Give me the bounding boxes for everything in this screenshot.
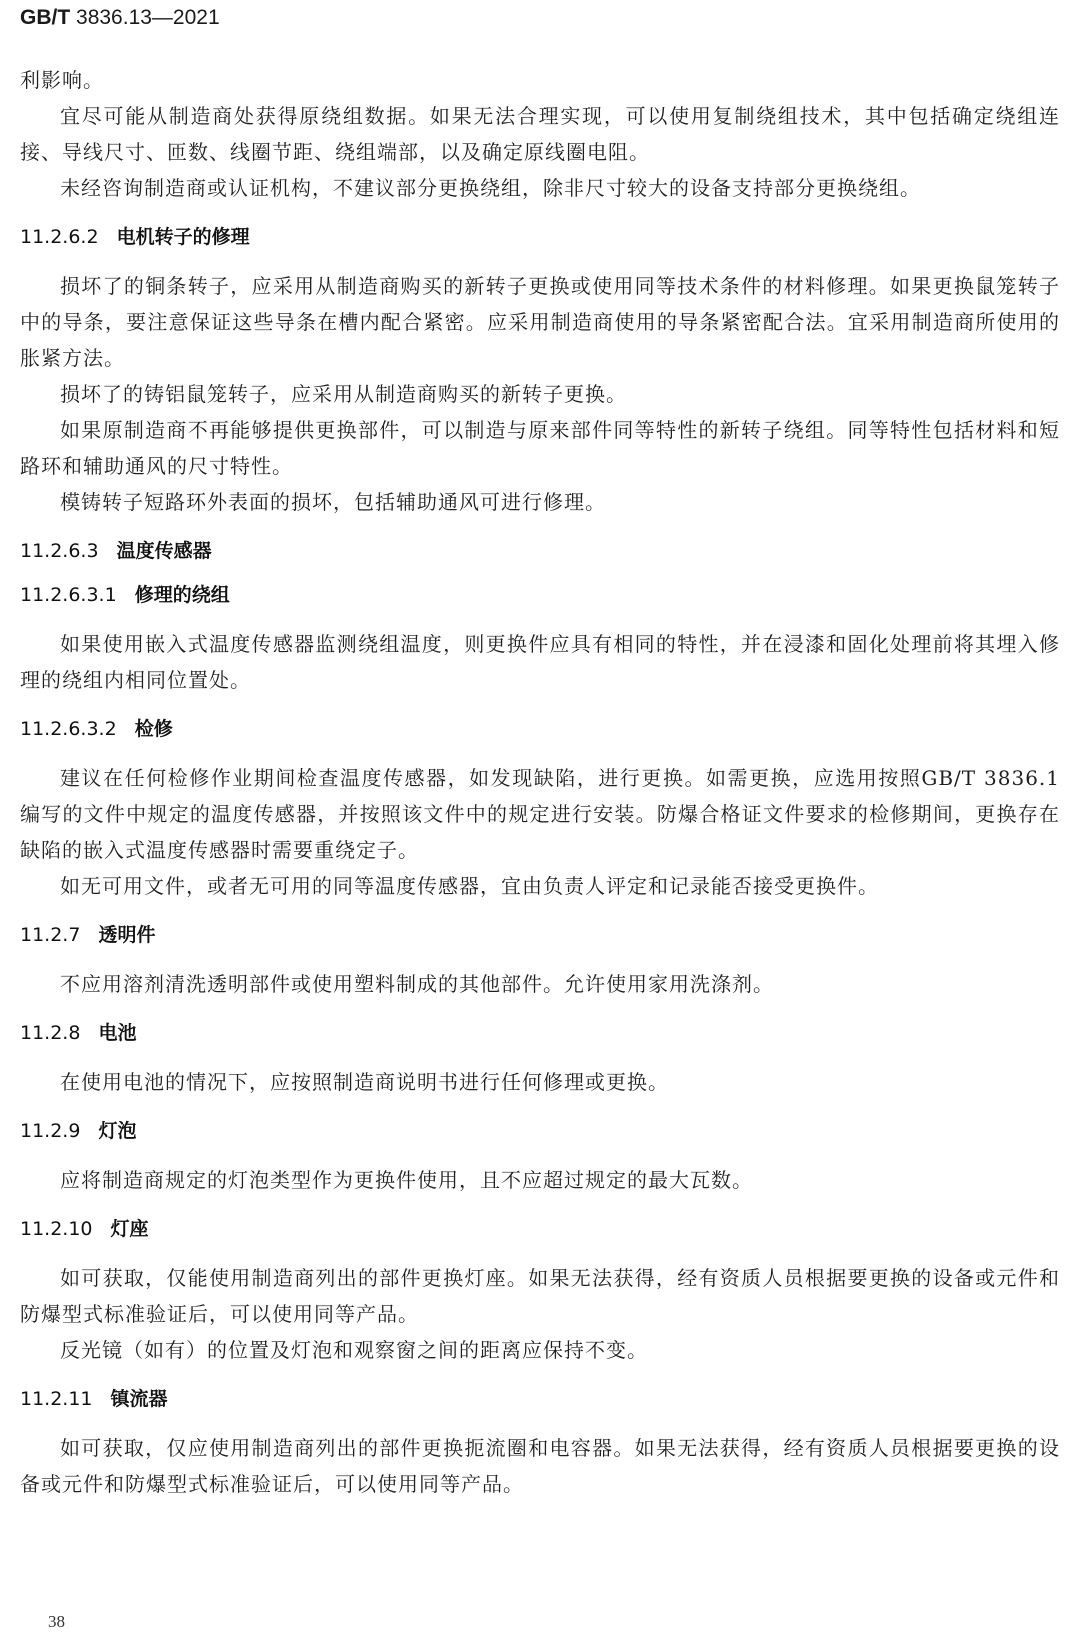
section-number: 11.2.6.2 [20,226,99,248]
section-number: 11.2.6.3.1 [20,584,117,606]
section-number: 11.2.9 [20,1120,81,1142]
section-number: 11.2.10 [20,1218,93,1240]
paragraph: 模铸转子短路环外表面的损坏，包括辅助通风可进行修理。 [60,490,606,514]
standard-number: 3836.13—2021 [76,6,220,29]
section-number: 11.2.11 [20,1388,93,1410]
section-heading [20,1386,1060,1412]
document-body [20,62,1060,1502]
standard-header [20,6,220,30]
section-heading [20,716,1060,742]
section-title: 检修 [134,718,173,740]
paragraph: 损坏了的铸铝鼠笼转子，应采用从制造商购买的新转子更换。 [60,382,627,406]
section-title: 透明件 [98,924,156,946]
section-title: 镇流器 [110,1388,168,1410]
section-title: 电池 [98,1022,137,1044]
page-number: 38 [48,1612,65,1631]
paragraph: 未经咨询制造商或认证机构，不建议部分更换绕组，除非尺寸较大的设备支持部分更换绕组。 [60,176,921,200]
paragraph: 建议在任何检修作业期间检查温度传感器，如发现缺陷，进行更换。如需更换，应选用按照GB/T 3836.1 编写的文件中规定的温度传感器，并按照该文件中的规定进行安装。防爆合格证文件要求的检修期间，更换存在缺陷的嵌入式温度传感器时需要重绕定子。 [20,766,1060,862]
section-title: 灯座 [110,1218,149,1240]
section-number: 11.2.6.3 [20,540,99,562]
section-heading [20,582,1060,608]
section-title: 温度传感器 [116,540,212,562]
paragraph: 如可获取，仅应使用制造商列出的部件更换扼流圈和电容器。如果无法获得，经有资质人员根据要更换的设备或元件和防爆型式标准验证后，可以使用同等产品。 [20,1436,1060,1496]
section-heading [20,224,1060,250]
paragraph: 如无可用文件，或者无可用的同等温度传感器，宜由负责人评定和记录能否接受更换件。 [60,874,879,898]
paragraph: 如可获取，仅能使用制造商列出的部件更换灯座。如果无法获得，经有资质人员根据要更换的设备或元件和防爆型式标准验证后，可以使用同等产品。 [20,1266,1060,1326]
paragraph: 宜尽可能从制造商处获得原绕组数据。如果无法合理实现，可以使用复制绕组技术，其中包括确定绕组连接、导线尺寸、匝数、线圈节距、绕组端部，以及确定原线圈电阻。 [20,104,1060,164]
paragraph: 如果原制造商不再能够提供更换部件，可以制造与原来部件同等特性的新转子绕组。同等特性包括材料和短路环和辅助通风的尺寸特性。 [20,418,1060,478]
section-heading [20,538,1060,564]
standard-prefix: GB/T [20,6,71,29]
paragraph: 应将制造商规定的灯泡类型作为更换件使用，且不应超过规定的最大瓦数。 [60,1168,753,1192]
paragraph: 损坏了的铜条转子，应采用从制造商购买的新转子更换或使用同等技术条件的材料修理。如果更换鼠笼转子中的导条，要注意保证这些导条在槽内配合紧密。应采用制造商使用的导条紧密配合法。宜采用制造商所使用的胀紧方法。 [20,274,1060,370]
section-number: 11.2.8 [20,1022,81,1044]
paragraph: 利影响。 [20,68,104,92]
section-title: 修理的绕组 [134,584,230,606]
paragraph: 反光镜（如有）的位置及灯泡和观察窗之间的距离应保持不变。 [60,1338,648,1362]
paragraph: 不应用溶剂清洗透明部件或使用塑料制成的其他部件。允许使用家用洗涤剂。 [60,972,774,996]
section-heading [20,1020,1060,1046]
section-number: 11.2.6.3.2 [20,718,117,740]
paragraph: 在使用电池的情况下，应按照制造商说明书进行任何修理或更换。 [60,1070,669,1094]
section-heading [20,922,1060,948]
section-title: 电机转子的修理 [116,226,250,248]
section-number: 11.2.7 [20,924,81,946]
section-title: 灯泡 [98,1120,137,1142]
section-heading [20,1118,1060,1144]
paragraph: 如果使用嵌入式温度传感器监测绕组温度，则更换件应具有相同的特性，并在浸漆和固化处理前将其埋入修理的绕组内相同位置处。 [20,632,1060,692]
section-heading [20,1216,1060,1242]
